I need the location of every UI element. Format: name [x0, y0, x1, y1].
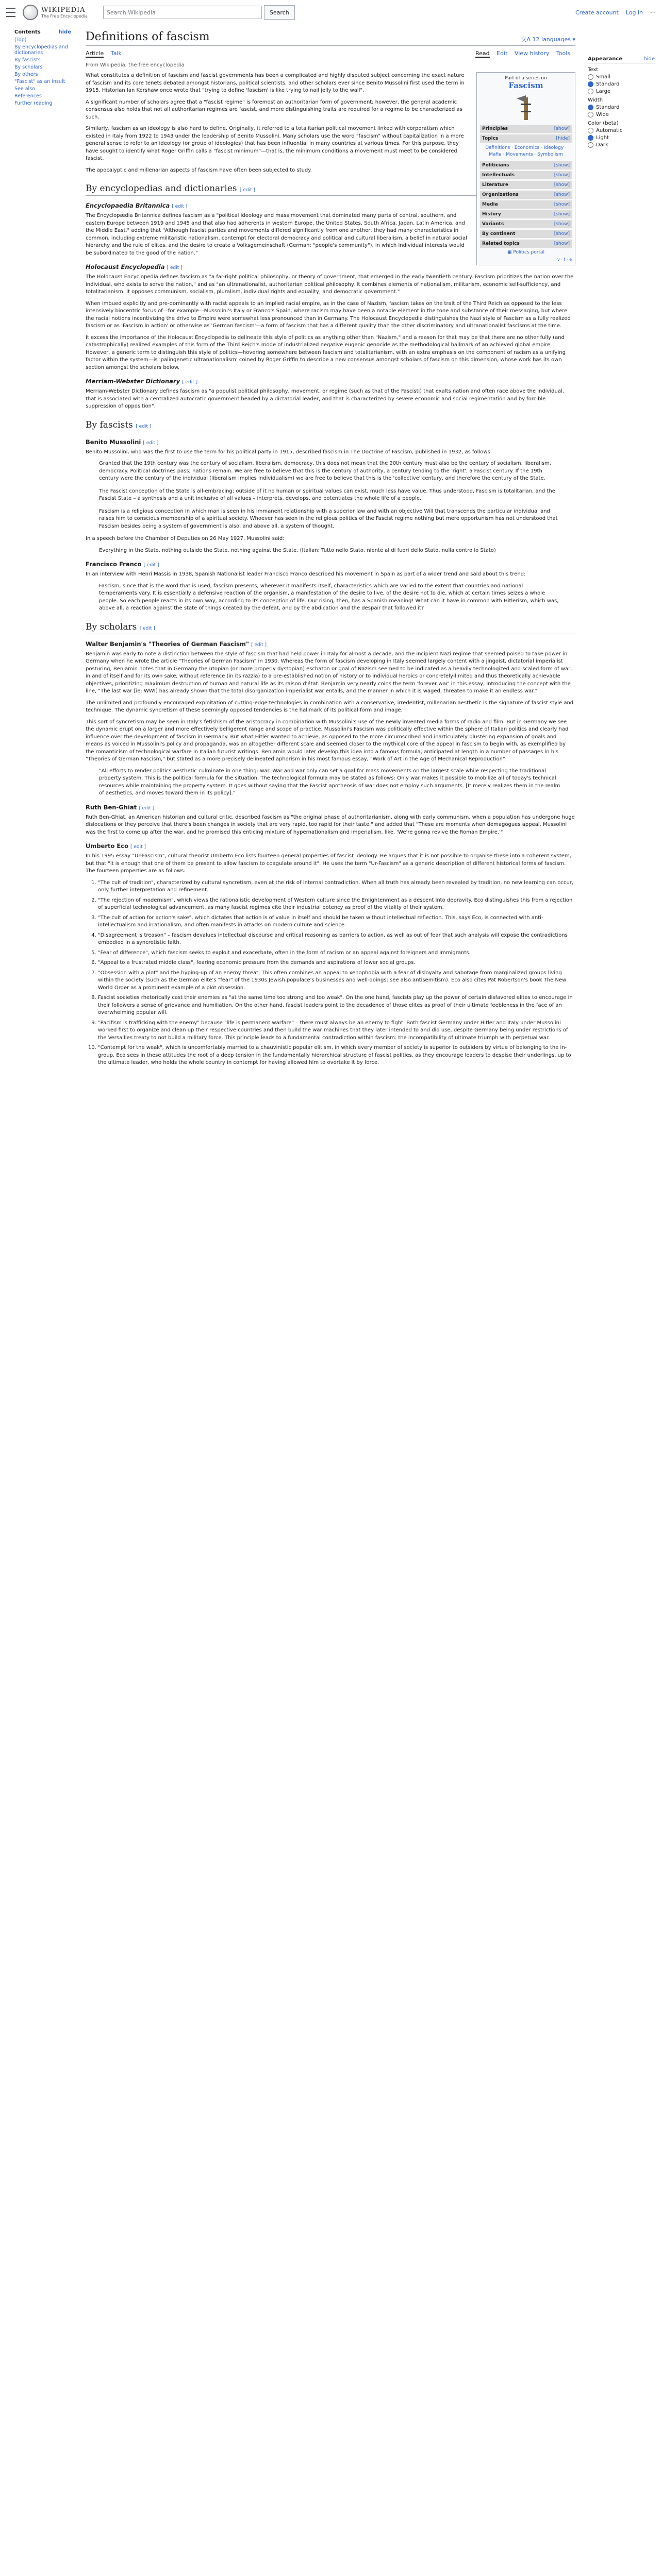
tab-edit[interactable]: Edit	[496, 50, 508, 57]
benjamin-quote: "All efforts to render politics aesthetic culminate in one thing: war. War and war only can set a goal for mass movements on the largest scale while respecting the traditional property system. This is the political formula for the situation. The technological formula may be stated as follows: Only war makes it possible to mobilize all of today's technical resources while maintaining the property system. It goes without saying that the Fascist apotheosis of war does not employ such arguments. [It merely realizes them in the realm of aesthetics, and moves toward them in its policy]."	[99, 768, 560, 796]
mussolini-quote: Everything in the State, nothing outside the State, nothing against the State. (Italian: Tutto nello Stato, niente al di fuori dello Stato, nulla contro lo Stato)	[99, 547, 496, 553]
subsection-heading-ben-ghiat: Ruth Ben-Ghiat [ edit ]	[86, 803, 155, 811]
infobox-row-history[interactable]: History [show]	[480, 210, 572, 218]
infobox-row-by-continent[interactable]: By continent [show]	[480, 230, 572, 238]
color-automatic-option[interactable]: Automatic	[588, 128, 655, 133]
site-header	[0, 0, 662, 25]
edit-section-link[interactable]: [ edit ]	[182, 380, 198, 385]
list-item: 5. "Fear of difference", which fascism seeks to exploit and exacerbate, often in the form of racism or an appeal against foreigners and immigrants.	[98, 950, 575, 957]
edit-section-link[interactable]: [ edit ]	[172, 204, 188, 209]
mussolini-quote: Fascism is a religious conception in which man is seen in his immanent relationship with a superior law and with an objective Will that transcends the particular individual and raises him to conscious membership of a spiritual society. Whoever has seen in the religious politics of the Fascist regime nothing but mere opportunism has not understood that Fascism besides being a system of government is also, and above all, a system of thought.	[99, 508, 558, 529]
intro-paragraph: The apocalyptic and millenarian aspects of fascism have often been subjected to study.	[86, 167, 312, 173]
subsection-heading-merriam: Merriam-Webster Dictionary [ edit ]	[86, 378, 198, 385]
infobox-row-literature[interactable]: Literature [show]	[480, 181, 572, 189]
logo-title: WIKIPEDIA	[41, 6, 86, 14]
edit-section-link[interactable]: [ edit ]	[239, 188, 255, 193]
logo-tagline: The Free Encyclopedia	[41, 14, 88, 19]
edit-section-link[interactable]: [ edit ]	[143, 563, 159, 568]
table-of-contents	[0, 25, 76, 1071]
britannica-paragraph: The Encyclopædia Britannica defines fascism as a "political ideology and mass movement that dominated many parts of central, southern, and eastern Europe between 1919 and 1945 and that also had adherents in western Europe, the United States, South Africa, Japan, Latin America, and the Middle East," adding that "Although fascist parties and movements differed significantly from one another, they had many characteristics in common, including extreme militaristic nationalism, contempt for electoral democracy and political and cultural liberalism, a belief in natural social hierarchy and the rule of elites, and the desire to create a Volksgemeinschaft (German: "people's community"), in which individual interests would be subordinated to the good of the nation."	[86, 213, 467, 256]
width-label: Width	[588, 97, 603, 103]
list-item: 1. "The cult of tradition", characterized by cultural syncretism, even at the risk of internal contradiction. When all truth has already been revealed by tradition, no new learning can occur, only further interpretation and refinement.	[98, 879, 575, 894]
edit-section-link[interactable]: [ edit ]	[167, 265, 183, 270]
appearance-hide-button[interactable]: hide	[643, 56, 655, 62]
infobox-row-related-topics[interactable]: Related topics [show]	[480, 240, 572, 248]
edit-section-link[interactable]: [ edit ]	[130, 844, 146, 850]
toc-item[interactable]: Further reading	[14, 100, 53, 106]
benjamin-paragraph: The unlimited and profoundly encouraged exploitation of cutting-edge technologies in combination with a conservative, irredentist, millenarian aesthetic is the signature of fascist style and technique. The dynamic syncretism of these seemingly opposed tendencies is the hallmark of its political form and image.	[86, 700, 574, 713]
tab-article[interactable]: Article	[86, 50, 104, 57]
tab-talk[interactable]: Talk	[110, 50, 122, 57]
toc-item[interactable]: By encyclopedias and dictionaries	[14, 44, 68, 56]
benjamin-paragraph: This sort of syncretism may be seen in Italy's fetishism of the aristocracy in combination with Mussolini's use of the newly invented media forms of radio and film. But in Germany we see the dynamic erupt on a larger and more effectively belligerent range and scope of practice. Mussolini's Fascism was politically effective within the sphere of Italian politics and clearly had influence over the development of fascism in Germany. But what Hitler wanted to achieve, as opposed to the more circumscribed and inarticulately blustering expansion of goals and means as voiced in Mussolini's policy and propaganda, was an altogether different scale and seemed closer to the mythical core of the appeal in fascism to begin with, as exemplified by the romanticism of technological warfare in Italian futurist writings. Benjamin would later develop this idea into a famous formula, anticipated at length in a number of passages in his "Theories of German Fascism," but stated as a more precisely delineated aphorism in his most famous essay, "Work of Art in the Age of Mechanical Reproduction":	[86, 719, 569, 762]
color-dark-option[interactable]: Dark	[588, 142, 655, 148]
infobox-row-intellectuals[interactable]: Intellectuals [show]	[480, 171, 572, 179]
list-item: 2. "The rejection of modernism", which views the rationalistic development of Western culture since the Enlightenment as a descent into depravity. Eco distinguishes this from a rejection of superficial technological advancement, as many fascist regimes cite their industrial potency as proof of the vitality of their system.	[98, 897, 575, 912]
text-size-standard-option[interactable]: Standard	[588, 81, 655, 87]
page-title: Definitions of fascism	[86, 30, 210, 43]
toc-item[interactable]: (Top)	[14, 37, 27, 43]
infobox-row-media[interactable]: Media [show]	[480, 200, 572, 209]
search-input[interactable]: Search Wikipedia	[103, 6, 262, 19]
width-wide-option[interactable]: Wide	[588, 112, 655, 117]
intro-paragraph: A significant number of scholars agree that a "fascist regime" is foremost an authoritarian form of government; however, the general academic consensus also holds that not all authoritarian regimes are fascist, and more distinguishing traits are required for a regime to be characterized as such.	[86, 99, 462, 120]
toc-title: Contents	[14, 29, 41, 35]
toc-item[interactable]: References	[14, 93, 42, 99]
edit-section-link[interactable]: [ edit ]	[143, 440, 159, 446]
holocaust-paragraph: When imbued explicitly and pre-dominantly with racist appeals to an implied racial empire, as in the case of Nazism, fascism takes on the trait of the Third Reich as opposed to the less intensively biocentric focus of—for example—Mussolini's Italy or Franco's Spain, where racism may have been a notable element in the tone and substance of their messaging, but where the racial notions incentivizing the drive to Empire were somewhat less pronounced than in Germany. The Holocaust Encyclopedia distinguishes the Nazi style of Fascism as a fully realized fascism or as 'Fascism in action' or otherwise as 'German fascism'—a form of fascism that has a different quality than the other discriminatory and ultranationalist fascisms at the time.	[86, 300, 571, 329]
search-button[interactable]: Search	[264, 5, 295, 20]
infobox-row-politicians[interactable]: Politicians [show]	[480, 161, 572, 170]
section-heading-scholars: By scholars [ edit ]	[86, 622, 575, 634]
eco-paragraph: In his 1995 essay "Ur-Fascism", cultural theorist Umberto Eco lists fourteen general properties of fascist ideology. He argues that it is not possible to organise these into a coherent system, but that "it is enough that one of them be present to allow fascism to coagulate around it". He uses the term "Ur-Fascism" as a generic description of different historical forms of fascism. The fourteen properties are as follows:	[86, 853, 571, 874]
mussolini-paragraph: Benito Mussolini, who was the first to use the term for his political party in 1915, described fascism in The Doctrine of Fascism, published in 1932, as follows:	[86, 449, 492, 455]
infobox-series-line: Part of a series on	[505, 76, 547, 81]
holocaust-paragraph: It excess the importance of the Holocaust Encyclopedia to delineate this style of politics as anything other than "Nazism," and a reason for that may be that there are no other fully (and catastrophically) realized examples of this form of the Third Reich's mode of industrialized negative eugenic genocide as the methodological hallmark of an achieved global empire. However, a generic term to distinguish this style of politics—hovering somewhere between fascism and totalitarianism, with an extra emphasis on the component of racism as a unifying factor within the system—is 'palingenetic ultranationalism' coined by Roger Griffin to describe a new consensus amongst scholars of fascism on this dimension, whose work has its own section amongst the scholars below.	[86, 334, 566, 370]
subsection-heading-benjamin: Walter Benjamin's "Theories of German Fascism" [ edit ]	[86, 640, 267, 648]
tab-tools[interactable]: Tools	[556, 50, 570, 57]
toc-item[interactable]: By fascists	[14, 57, 41, 63]
color-label: Color (beta)	[588, 121, 619, 126]
wikipedia-logo[interactable]	[23, 5, 88, 20]
infobox-row-topics[interactable]: Topics [hide]	[480, 134, 572, 143]
politics-portal-link[interactable]: ▣ Politics portal	[507, 250, 544, 256]
toc-item[interactable]: By scholars	[14, 64, 43, 70]
fascism-series-infobox	[476, 72, 575, 265]
list-item: 3. "The cult of action for action's sake", which dictates that action is of value in itself and should be taken without intellectual reflection. This, says Eco, is connected with anti-intellectualism and irrationalism, and often manifests in attacks on modern culture and science.	[98, 914, 575, 929]
list-item: 4. "Disagreement is treason" – fascism devalues intellectual discourse and critical reasoning as barriers to action, as well as out of fear that such analysis will expose the contradictions embodied in a syncretistic faith.	[98, 932, 575, 947]
toc-item[interactable]: By others	[14, 72, 38, 77]
infobox-vte-links[interactable]: v · t · e	[557, 257, 572, 262]
subsection-heading-britannica: Encyclopaedia Britannica [ edit ]	[86, 202, 188, 209]
franco-paragraph: In an interview with Henri Massis in 1938, Spanish Nationalist leader Francisco Franco described his movement in Spain as part of a wider trend and said about this trend:	[86, 571, 526, 577]
text-size-large-option[interactable]: Large	[588, 89, 655, 94]
toc-hide-button[interactable]: hide	[58, 29, 71, 35]
mussolini-paragraph: In a speech before the Chamber of Deputies on 26 May 1927, Mussolini said:	[86, 536, 285, 541]
edit-section-link[interactable]: [ edit ]	[139, 805, 155, 811]
infobox-row-variants[interactable]: Variants [show]	[480, 220, 572, 228]
appearance-panel	[582, 25, 660, 1071]
toc-item[interactable]: "Fascist" as an insult	[14, 79, 65, 84]
edit-section-link[interactable]: [ edit ]	[136, 423, 152, 429]
franco-quote: Fascism, since that is the word that is used, fascism presents, wherever it manifests itself, characteristics which are varied to the extent that countries and national temperaments vary. It is essentially a defensive reaction of the organism, a manifestation of the desire to live, of the desire not to die, which at certain times seizes a whole people. So each people reacts in its own way, according to its conception of life. Our rising, then, has a Spanish meaning! What can it have in common with Hitlerism, which was, above all, a reaction against the state of things created by the defeat, and by the abdication and the despair that followed it?	[99, 583, 559, 611]
toc-item[interactable]: See also	[14, 86, 35, 92]
portal-icon: ▣	[507, 250, 512, 256]
edit-section-link[interactable]: [ edit ]	[139, 625, 155, 631]
tab-view-history[interactable]: View history	[514, 50, 550, 57]
article-content	[76, 25, 582, 1071]
text-size-small-option[interactable]: Small	[588, 74, 655, 80]
list-item: 7. "Obsession with a plot" and the hyping-up of an enemy threat. This often combines an appeal to xenophobia with a fear of disloyalty and sabotage from marginalized groups living within the society (such as the German elite's "fear" of the 1930s Jewish populace's businesses and well-doings; see also antisemitism). Eco also cites Pat Robertson's book The New World Order as a prominent example of a plot obsession.	[98, 970, 575, 992]
subsection-heading-holocaust: Holocaust Encyclopedia [ edit ]	[86, 263, 183, 270]
list-item: 9. "Pacifism is trafficking with the enemy" because "life is permanent warfare" – there must always be an enemy to fight. Both fascist Germany under Hitler and Italy under Mussolini worked first to organize and clean up their respective countries and then build the war machines that they later intended to and did use, despite Germany being under restrictions of the Versailles treaty to not build a military force. This principle leads to a fundamental contradiction within fascism: the incompatibility of ultimate triumph with perpetual war.	[98, 1020, 575, 1042]
fasces-emblem-icon	[480, 92, 572, 123]
infobox-row-principles[interactable]: Principles [show]	[480, 125, 572, 133]
edit-section-link[interactable]: [ edit ]	[251, 642, 267, 648]
languages-button[interactable]: 文A 12 languages ▾	[521, 36, 575, 43]
section-heading-encyclopedias: By encyclopedias and dictionaries [ edit ]	[86, 183, 575, 196]
more-options-icon[interactable]: ⋯	[650, 9, 656, 16]
merriam-paragraph: Merriam-Webster Dictionary defines fascism as "a populist political philosophy, movement, or regime (such as that of the Fascisti) that exalts nation and often race above the individual, that is associated with a centralized autocratic government headed by a dictatorial leader, and that is characterized by severe economic and social regimentation and by forcible suppression of opposition".	[86, 388, 564, 409]
infobox-row-organizations[interactable]: Organizations [show]	[480, 191, 572, 199]
width-standard-option[interactable]: Standard	[588, 105, 655, 110]
ben-ghiat-paragraph: Ruth Ben-Ghiat, an American historian and cultural critic, described fascism as "the original phase of authoritarianism, along with early communism, when a population has undergone huge dislocations or they perceive that there's been changes in society that are very rapid, too rapid for their taste." and added that "These are moments when demagogues appeal. Mussolini was the first to come up after the war, and he promised this enticing mixture of hypernationalism and imperialism, like, 'We're gonna revive the Roman Empire.'"	[86, 814, 575, 835]
mussolini-quote: Granted that the 19th century was the century of socialism, liberalism, democracy, this does not mean that the 20th century must also be the century of socialism, liberalism, democracy. Political doctrines pass; nations remain. We are free to believe that this is the century of authority, a century tending to the 'right', a Fascist century. If the 19th century were the century of the individual (liberalism implies individualism) we are free to believe that this is the 'collective' century, and therefore the century of the State.	[99, 461, 551, 481]
tab-read[interactable]: Read	[475, 50, 490, 57]
subsection-heading-mussolini: Benito Mussolini [ edit ]	[86, 438, 159, 446]
list-item: 6. "Appeal to a frustrated middle class", fearing economic pressure from the demands and aspirations of lower social groups.	[98, 959, 575, 967]
mussolini-quote: The Fascist conception of the State is all-embracing; outside of it no human or spiritual values can exist, much less have value. Thus understood, Fascism is totalitarian, and the Fascist State – a synthesis and a unit inclusive of all values – interprets, develops, and potentiates the whole life of a people.	[99, 488, 555, 501]
login-link[interactable]: Log in	[625, 9, 643, 16]
page-tabs	[86, 48, 575, 59]
create-account-link[interactable]: Create account	[575, 9, 619, 16]
eco-properties-list	[98, 879, 575, 1067]
infobox-title[interactable]: Fascism	[508, 81, 543, 90]
subsection-heading-eco: Umberto Eco [ edit ]	[86, 842, 146, 850]
appearance-heading: Appearance hide	[588, 56, 655, 64]
globe-icon	[23, 5, 38, 20]
benjamin-paragraph: Benjamin was early to note a distinction between the style of fascism that had held power in Italy for almost a decade, and the incipient Nazi regime that seemed poised to take power in Germany when he wrote the article "Theories of German Fascism" in 1930. Whereas the form of fascism developing in Italy seemed largely content with a jingoist, dictatorial imperialist posturing, Benjamin notes that in Germany the utopian (or more properly dystopian) eschaton or goal of Nazism seemed to be indicated as a heavily technologized and scaled form of war, in and of itself and for its own sake, without reference (in its razzia) to a pre-established notion of history or to individual heroics or concretely-limited and thus theoretically achievable objectives, prioritizing maximum destruction of human and natural life as its raison d'état. Benjamin very nearly coins the term 'forever war' in this essay, introducing the concept with the line, "The last war [ie: WWI] has already shown that the total disorganization imperialist war entails, and the manner in which it is waged, threaten to make it an endless war."	[86, 651, 572, 694]
color-light-option[interactable]: Light	[588, 135, 655, 141]
intro-paragraph: What constitutes a definition of fascism and fascist governments has been a complicated and highly disputed subject concerning the exact nature of fascism and its core tenets debated amongst historians, political scientists, and other scholars ever since Benito Mussolini first used the term in 1915. Historian Ian Kershaw once wrote that "trying to define 'fascism' is like trying to nail jelly to the wall".	[86, 73, 465, 93]
holocaust-paragraph: The Holocaust Encyclopedia defines fascism as "a far-right political philosophy, or theory of government, that emerged in the early twentieth century. Fascism prioritizes the nation over the individual, who exists to serve the nation," and as "an ultranationalist, authoritarian political philosophy. It combines elements of nationalism, militarism, economic self-sufficiency, and totalitarianism. It opposes communism, socialism, pluralism, individual rights and equality, and democratic government."	[86, 274, 574, 295]
main-menu-icon[interactable]	[6, 8, 15, 17]
infobox-topics-list[interactable]: Definitions · Economics · Ideology · Mafia · Movements · Symbolism	[485, 145, 567, 157]
section-heading-fascists: By fascists [ edit ]	[86, 420, 575, 432]
subsection-heading-franco: Francisco Franco [ edit ]	[86, 561, 159, 568]
list-item: 8. Fascist societies rhetorically cast their enemies as "at the same time too strong and too weak". On the one hand, fascists play up the power of certain disfavored elites to encourage in their followers a sense of grievance and humiliation. On the other hand, fascist leaders point to the decadence of those elites as proof of their ultimate feebleness in the face of an overwhelming popular will.	[98, 994, 575, 1017]
from-wikipedia: From Wikipedia, the free encyclopedia	[86, 62, 185, 68]
intro-paragraph: Similarly, fascism as an ideology is also hard to define. Originally, it referred to a totalitarian political movement linked with corporatism which existed in Italy from 1922 to 1943 under the leadership of Benito Mussolini. Many scholars use the word "fascism" without capitalization in a more general sense to refer to an ideology (or group of ideologies) that has been influential in many countries at various times. For this purpose, they have sought to identify what Roger Griffin calls a "fascist minimum"—that is, the minimum conditions a movement must meet to be considered fascist.	[86, 126, 464, 161]
text-size-label: Text	[588, 67, 599, 73]
list-item: 10. "Contempt for the weak", which is uncomfortably married to a chauvinistic popular elitism, in which every member of society is superior to outsiders by virtue of belonging to the in-group. Eco sees in these attitudes the root of a deep tension in the fundamentally hierarchical structure of fascist polities, as they encourage leaders to despise their underlings, up to the ultimate leader, who holds the whole country in contempt for having allowed him to overtake it by force.	[98, 1044, 575, 1067]
